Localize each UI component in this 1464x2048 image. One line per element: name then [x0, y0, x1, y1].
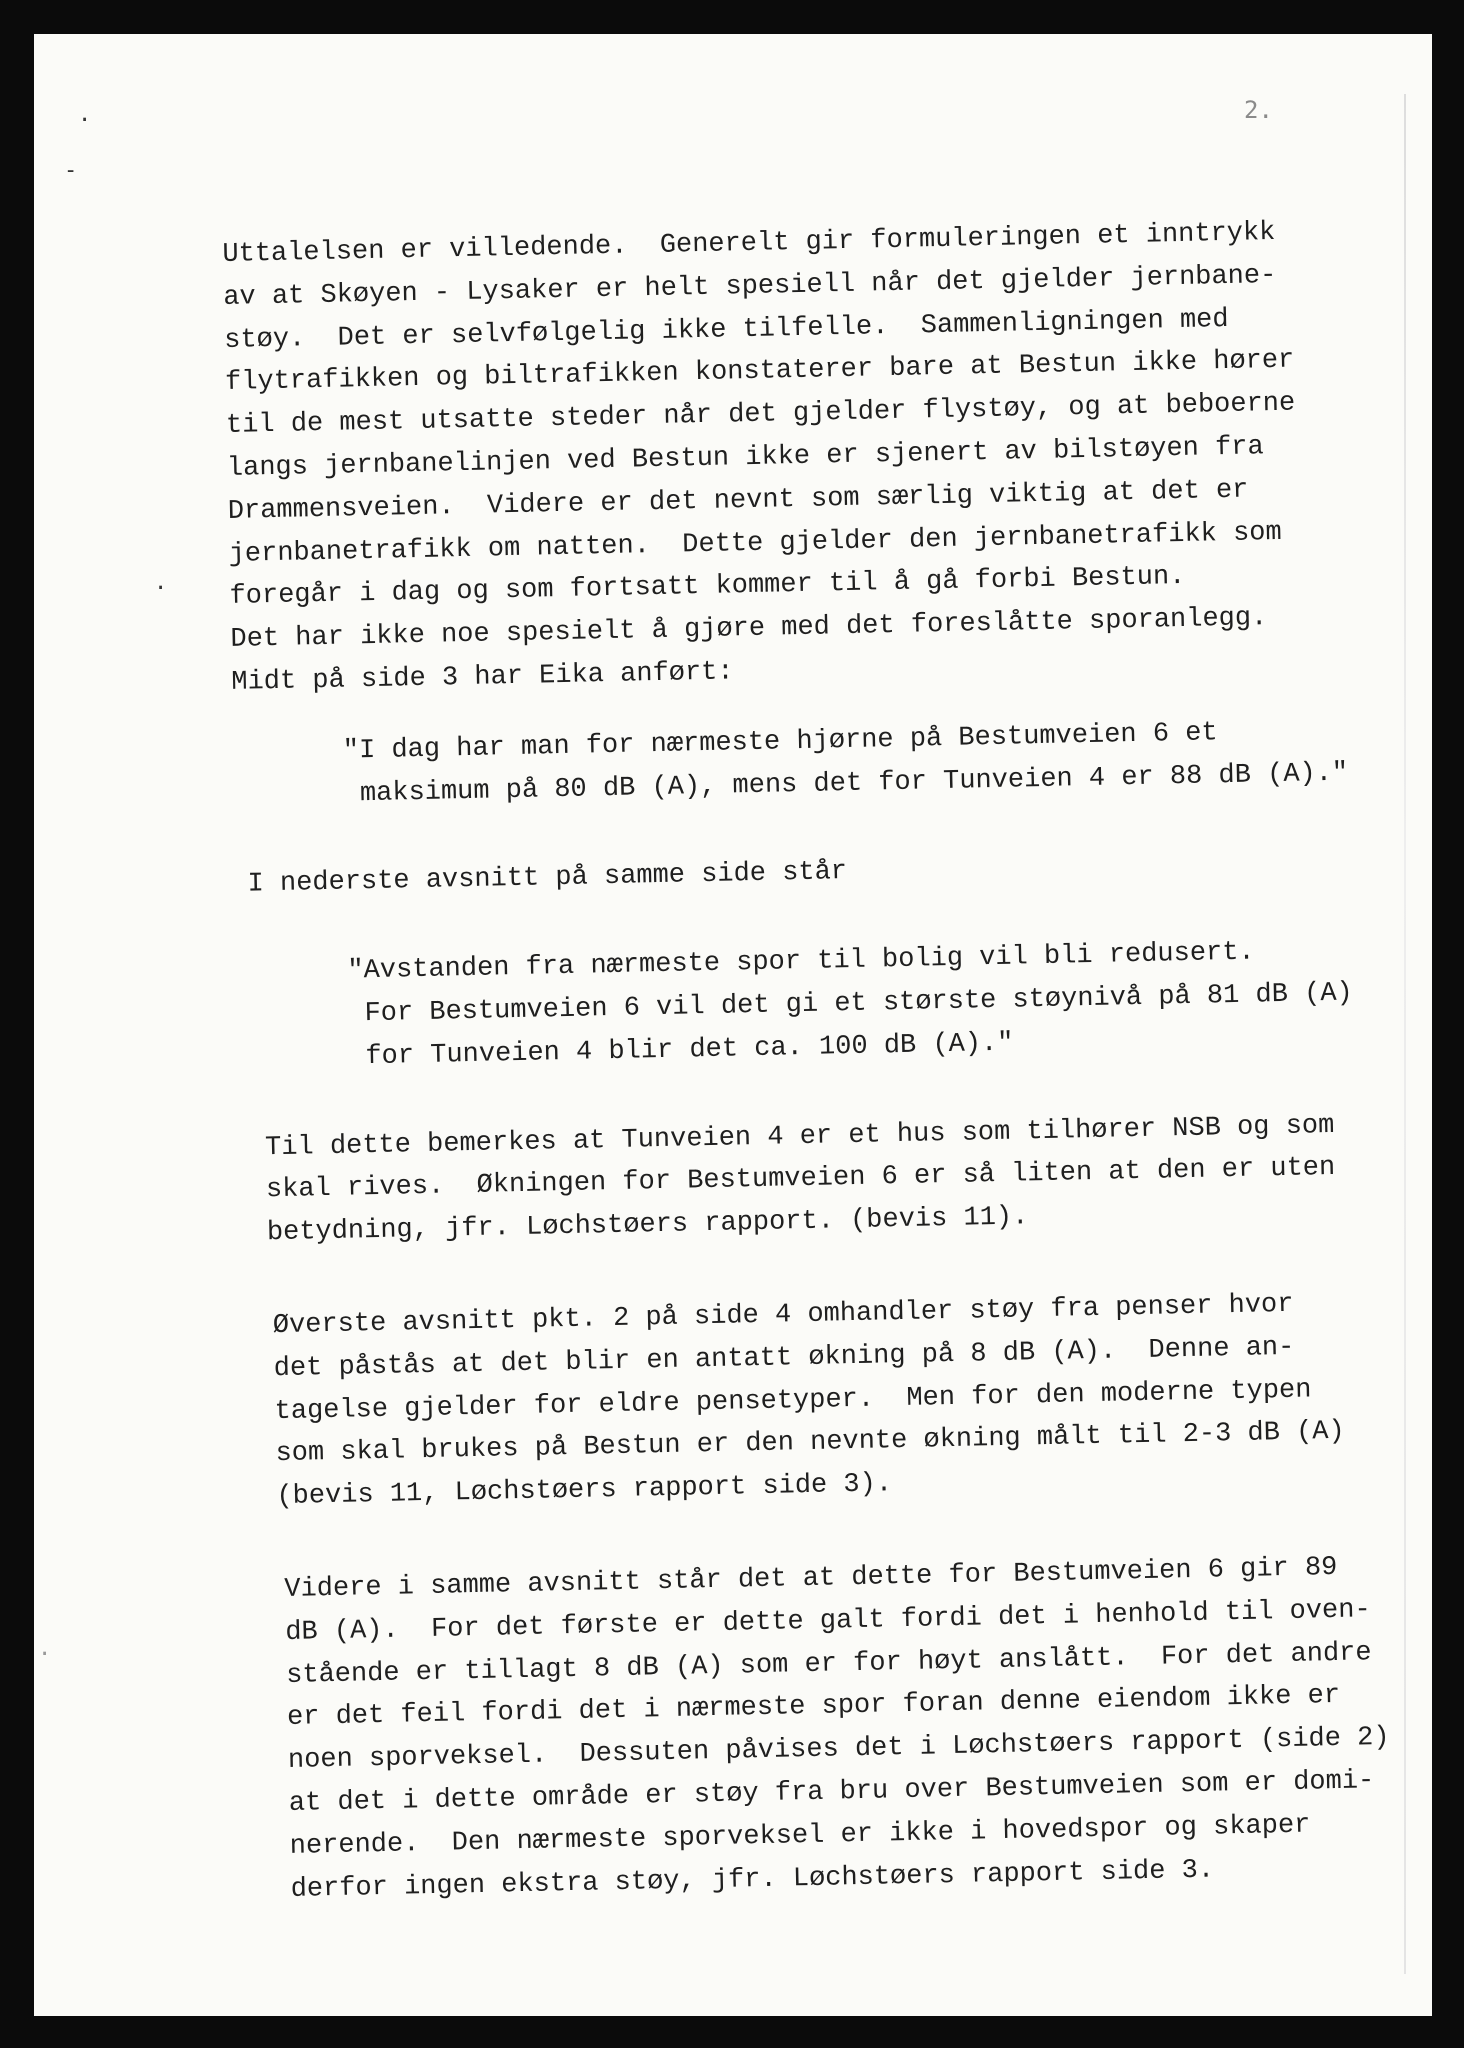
text-line: Til dette bemerkes at Tunveien 4 er et hus som tilhører NSB og som — [264, 1110, 1335, 1163]
text-line: er det feil fordi det i nærmeste spor foran denne eiendom ikke er — [286, 1681, 1341, 1734]
document-page — [34, 34, 1432, 2016]
text-line: at det i dette område er støy fra bru over Bestumveien som er domi- — [288, 1766, 1375, 1819]
text-line: Midt på side 3 har Eika anført: — [231, 657, 734, 698]
text-line: det påstås at det blir en antatt økning på 8 dB (A). Denne an- — [273, 1332, 1295, 1384]
document-body — [222, 210, 1407, 1912]
text-line: Videre i samme avsnitt står det at dette for Bestumveien 6 gir 89 — [284, 1552, 1338, 1605]
text-line: til de mest utsatte steder når det gjelder flystøy, og at beboerne — [225, 388, 1296, 442]
stray-mark: · — [78, 108, 92, 133]
paragraph-1 — [222, 210, 1382, 705]
text-line: (bevis 11, Løchstøers rapport side 3). — [276, 1469, 893, 1513]
text-line: skal rives. Økningen for Bestumveien 6 er så liten at den er uten — [265, 1153, 1336, 1206]
text-line: dB (A). For det første er dette galt fordi det i henhold til oven- — [284, 1594, 1371, 1648]
text-line: noen sporveksel. Dessuten påvises det i Løchstøers rapport (side 2) — [287, 1722, 1390, 1777]
stray-mark: · — [154, 576, 168, 601]
text-line: Uttalelsen er villedende. Generelt gir formuleringen et inntrykk — [222, 217, 1276, 270]
text-line: stående er tillagt 8 dB (A) som er for høyt anslått. For det andre — [285, 1637, 1372, 1691]
text-line: langs jernbanelinjen ved Bestun ikke er sjenert av bilstøyen fra — [226, 432, 1264, 484]
text-line: maksimum på 80 dB (A), mens det for Tunveien 4 er 88 dB (A)." — [343, 758, 1349, 810]
text-line: av at Skøyen - Lysaker er helt spesiell når det gjelder jernbane- — [223, 260, 1277, 313]
text-line: "Avstanden fra nærmeste spor til bolig vil bli redusert. — [347, 937, 1255, 987]
text-line: For Bestumveien 6 vil det gi et største støynivå på 81 dB (A) — [348, 978, 1354, 1030]
stray-mark: - — [64, 158, 78, 183]
text-line: for Tunveien 4 blir det ca. 100 dB (A)." — [348, 1028, 1014, 1073]
text-line: betydning, jfr. Løchstøers rapport. (bevis 11). — [266, 1202, 1029, 1249]
paragraph-5 — [284, 1546, 1407, 1912]
text-line: "I dag har man for nærmeste hjørne på Bestumveien 6 et — [342, 718, 1218, 767]
paragraph-4 — [272, 1282, 1398, 1519]
text-line: Øverste avsnitt pkt. 2 på side 4 omhandler støy fra penser hvor — [272, 1289, 1294, 1342]
page-edge-shadow — [1404, 94, 1406, 1974]
text-line: tagelse gjelder for eldre pensetyper. Men for den moderne typen — [274, 1374, 1312, 1427]
text-line: foregår i dag og som fortsatt kommer til å gå forbi Bestun. — [229, 562, 1186, 613]
page-number: 2. — [1244, 96, 1273, 124]
quote-2 — [347, 929, 1389, 1079]
text-line: flytrafikken og biltrafikken konstaterer bare at Bestun ikke hører — [224, 345, 1295, 399]
text-line: som skal brukes på Bestun er den nevnte økning målt til 2-3 dB (A) — [275, 1417, 1346, 1470]
text-line: jernbanetrafikk om natten. Dette gjelder den jernbanetrafikk som — [228, 517, 1282, 570]
text-line: derfor ingen ekstra støy, jfr. Løchstøers rapport side 3. — [290, 1855, 1215, 1905]
paragraph-3 — [265, 1103, 1393, 1255]
text-line: Drammensveien. Videre er det nevnt som særlig viktig at det er — [227, 475, 1249, 527]
stray-mark: · — [38, 1642, 52, 1667]
text-line: Det har ikke noe spesielt å gjøre med det foreslåtte sporanlegg. — [230, 603, 1268, 656]
text-line: nerende. Den nærmeste sporveksel er ikke i hovedspor og skaper — [289, 1810, 1311, 1862]
text-line: støy. Det er selvfølgelig ikke tilfelle. Sammenligningen med — [223, 304, 1229, 356]
text-line: I nederste avsnitt på samme side står — [247, 857, 848, 900]
